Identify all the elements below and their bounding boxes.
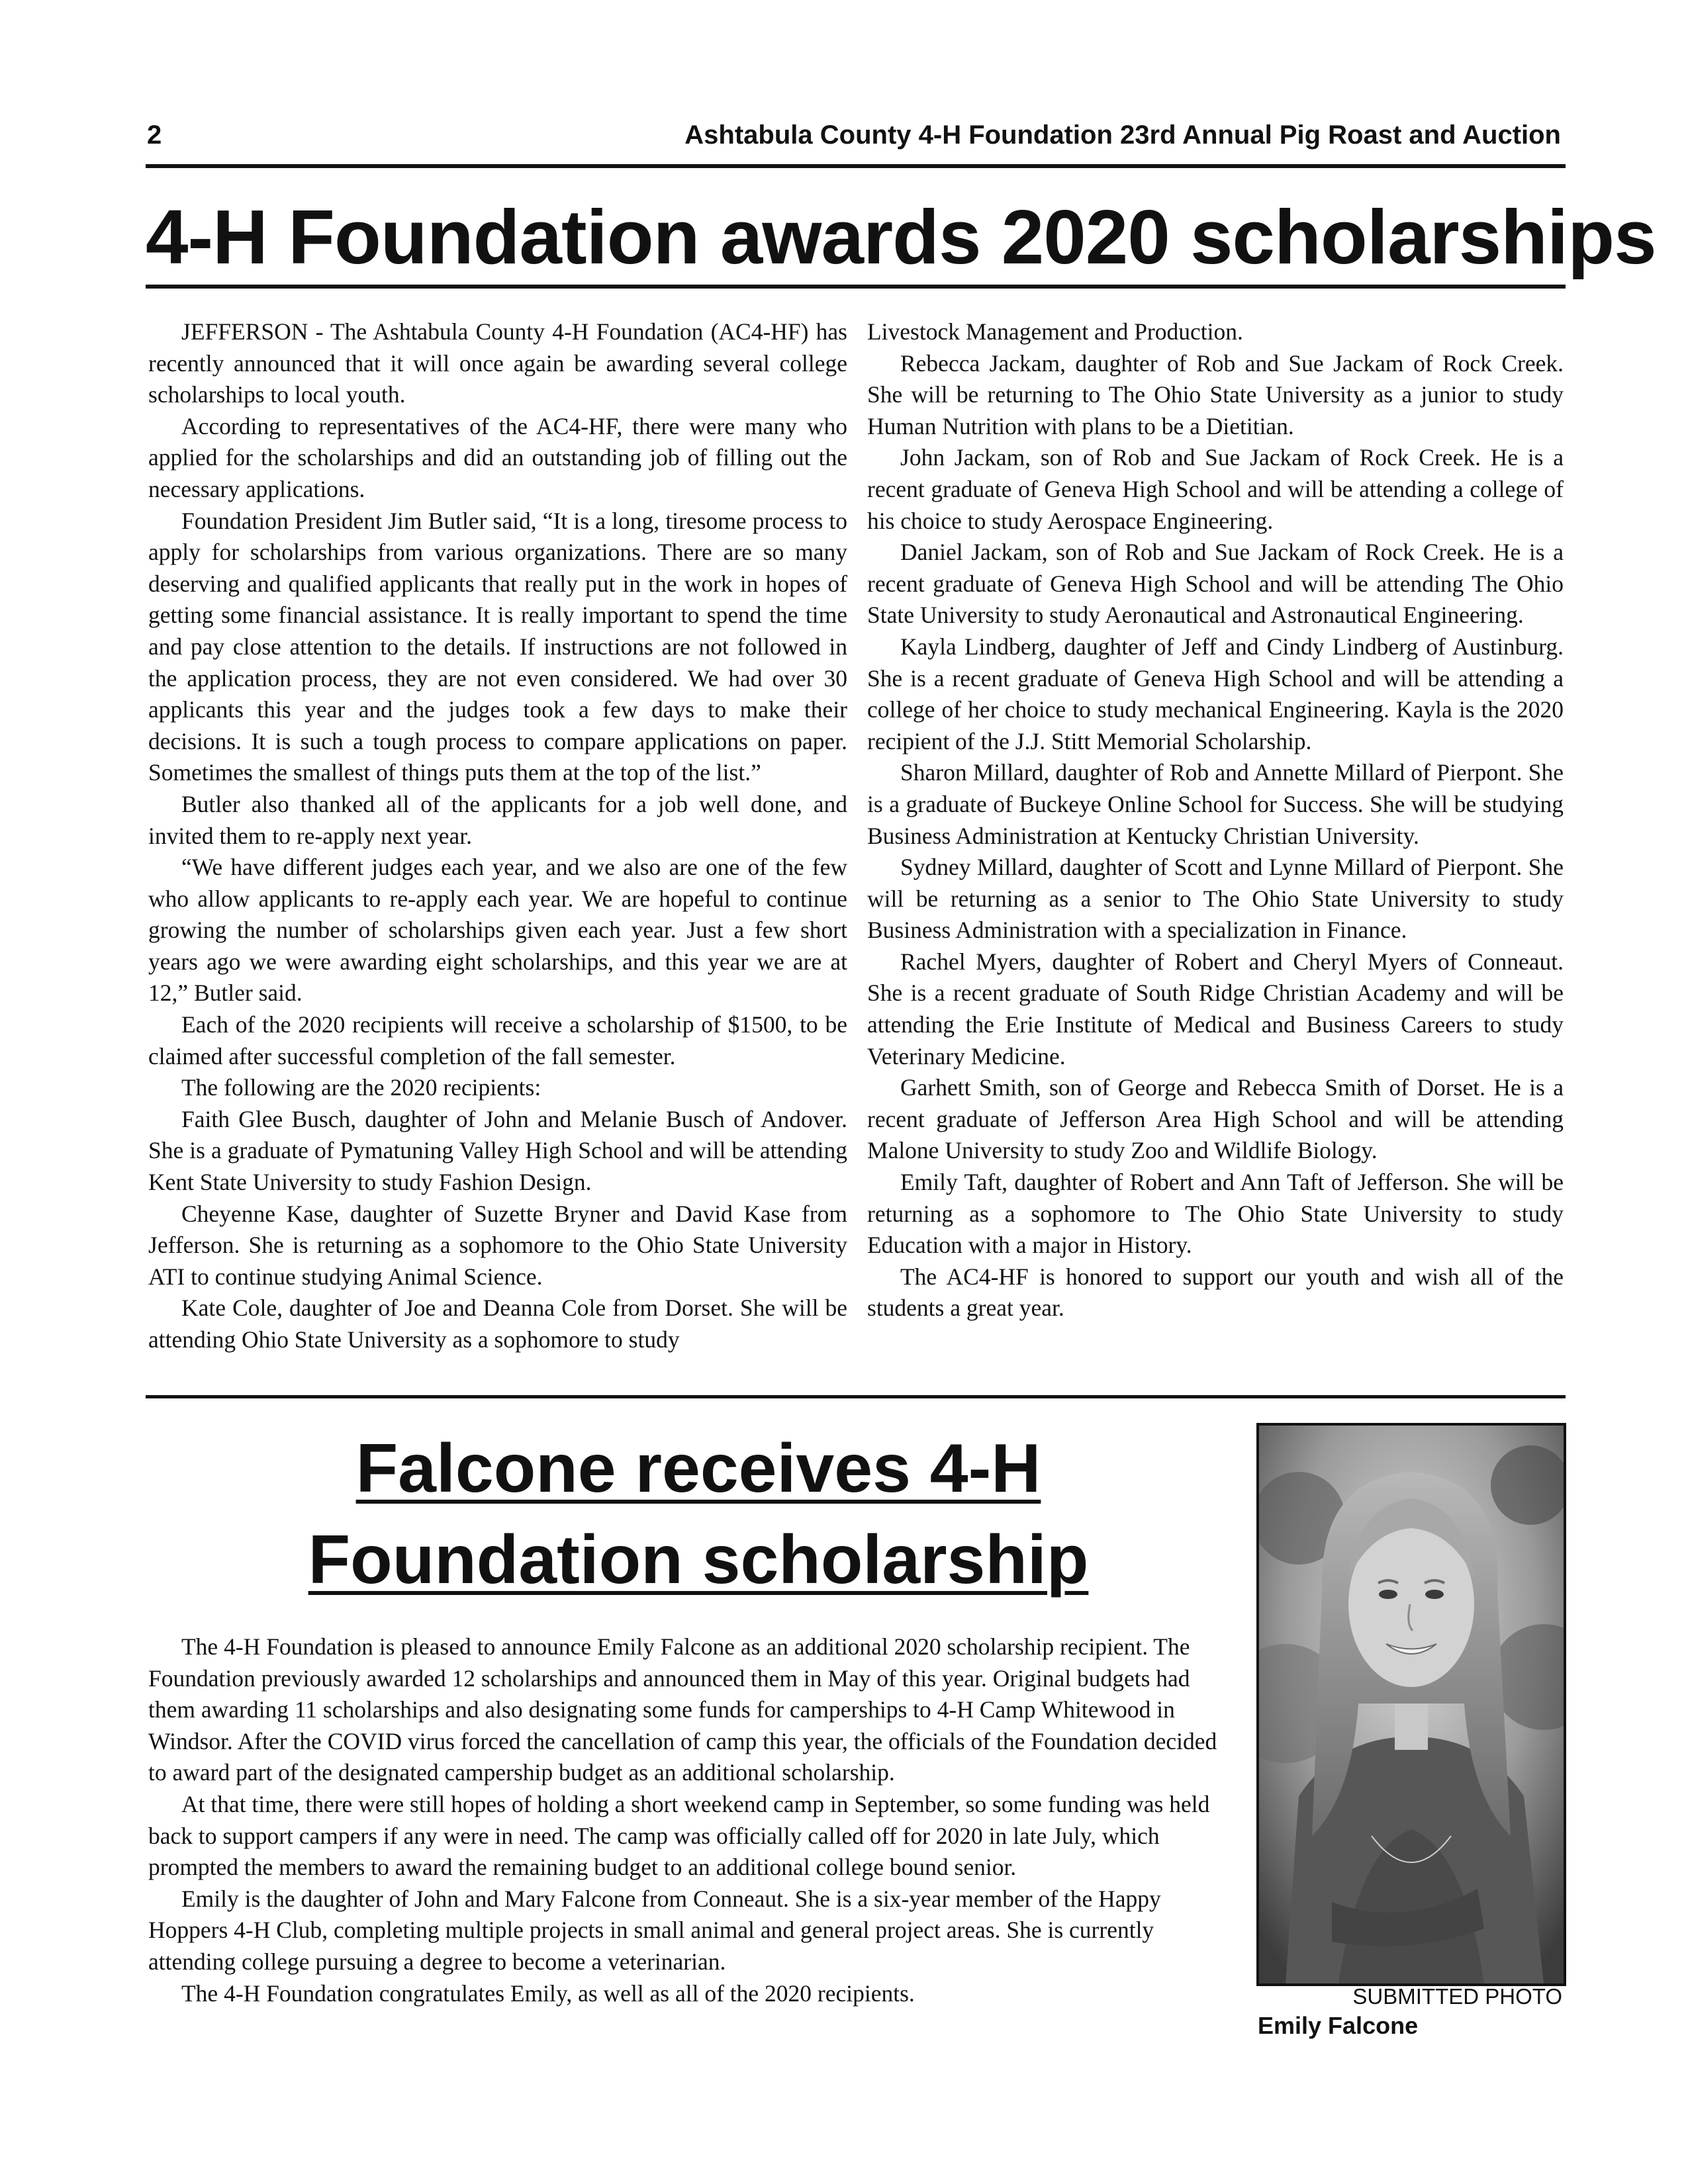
headline-rule xyxy=(146,285,1566,289)
article1-paragraph: “We have different judges each year, and we also are one of the few who allow applicants to re-apply each year. We are hopeful to continue growing the number of scholarships given each year. Just a few short years ago we were awarding eight scholarships, and this year we are at 12,” Butler said. xyxy=(148,854,847,1007)
article1-paragraph: Kayla Lindberg, daughter of Jeff and Cindy Lindberg of Austinburg. She is a recent graduate of Geneva High School and will be attending a college of her choice to study mechanical Engineering. Kayla is the 2020 recipient of the J.J. Stitt Memorial Scholarship. xyxy=(867,633,1564,754)
article1-right-column xyxy=(867,316,1564,1324)
article1-paragraph: The following are the 2020 recipients: xyxy=(181,1074,541,1101)
header-rule xyxy=(146,164,1566,168)
photo-credit: SUBMITTED PHOTO xyxy=(1352,1984,1562,2009)
page-number: 2 xyxy=(147,120,162,150)
article2-body xyxy=(148,1631,1234,2009)
photo-caption: Emily Falcone xyxy=(1258,2012,1419,2039)
article1-paragraph: Faith Glee Busch, daughter of John and Melanie Busch of Andover. She is a graduate of Pymatuning Valley High School and will be attending Kent State University to study Fashion Design. xyxy=(148,1105,847,1196)
article1-headline: 4-H Foundation awards 2020 scholarships xyxy=(146,194,1656,280)
article1-paragraph: Foundation President Jim Butler said, “It is a long, tiresome process to apply for scholarships from various organizations. There are so many deserving and qualified applicants that really put in the work in hopes of getting some financial assistance. It is really important to spend the time and pay close attention to the details. If instructions are not followed in the application process, they are not even considered. We had over 30 applicants this year and the judges took a few days to make their decisions. It is such a tough process to compare applications on paper. Sometimes the smallest of things puts them at the top of the list.” xyxy=(148,507,847,786)
running-title: Ashtabula County 4-H Foundation 23rd Annual Pig Roast and Auction xyxy=(684,120,1561,150)
section-divider xyxy=(146,1395,1566,1398)
article1-paragraph: JEFFERSON - The Ashtabula County 4-H Foundation (AC4-HF) has recently announced that it will once again be awarding several college scholarships to local youth. xyxy=(148,318,847,408)
page-header xyxy=(146,118,1569,164)
article1-paragraph: Kate Cole, daughter of Joe and Deanna Cole from Dorset. She will be attending Ohio State University as a sophomore to study xyxy=(148,1295,847,1353)
article1-paragraph: The AC4-HF is honored to support our youth and wish all of the students a great year. xyxy=(867,1263,1564,1322)
article1-continuation: Livestock Management and Production. xyxy=(867,318,1243,345)
article2-headline-line1: Falcone receives 4-H xyxy=(355,1430,1041,1507)
article1-paragraph: Rachel Myers, daughter of Robert and Cheryl Myers of Conneaut. She is a recent graduate of South Ridge Christian Academy and will be attending the Erie Institute of Medical and Business Careers to study Veterinary Medicine. xyxy=(867,948,1564,1069)
article2-paragraph: The 4-H Foundation congratulates Emily, as well as all of the 2020 recipients. xyxy=(181,1979,915,2007)
article1-paragraph: Sydney Millard, daughter of Scott and Lynne Millard of Pierpont. She will be returning as a senior to The Ohio State University to study Business Administration with a specialization in Finance. xyxy=(867,854,1564,944)
article1-left-column xyxy=(148,316,847,1356)
article1-paragraph: Garhett Smith, son of George and Rebecca Smith of Dorset. He is a recent graduate of Jefferson Area High School and will be attending Malone University to study Zoo and Wildlife Biology. xyxy=(867,1074,1564,1164)
article2-paragraph: At that time, there were still hopes of holding a short weekend camp in September, so some funding was held back to support campers if any were in need. The camp was officially called off for 2020 in late July, which prompted the members to award the remaining budget to an additional college bound senior. xyxy=(148,1790,1210,1881)
portrait-illustration xyxy=(1259,1426,1564,1983)
article1-paragraph: John Jackam, son of Rob and Sue Jackam of Rock Creek. He is a recent graduate of Geneva High School and will be attending a college of his choice to study Aerospace Engineering. xyxy=(867,444,1564,534)
article1-paragraph: Emily Taft, daughter of Robert and Ann Taft of Jefferson. She will be returning as a sophomore to The Ohio State University to study Education with a major in History. xyxy=(867,1169,1564,1259)
article2-paragraph: Emily is the daughter of John and Mary Falcone from Conneaut. She is a six-year member of the Happy Hoppers 4-H Club, completing multiple projects in small animal and general project areas. She is currently attending college pursuing a degree to become a veterinarian. xyxy=(148,1885,1161,1975)
article1-paragraph: According to representatives of the AC4-HF, there were many who applied for the scholarships and did an outstanding job of filling out the necessary applications. xyxy=(148,412,847,502)
portrait-photo xyxy=(1256,1423,1566,1986)
article2-paragraph: The 4-H Foundation is pleased to announce Emily Falcone as an additional 2020 scholarship recipient. The Foundation previously awarded 12 scholarships and announced them in May of this year. Original budgets had them awarding 11 scholarships and also designating some funds for camperships to 4-H Camp Whitewood in Windsor. After the COVID virus forced the cancellation of camp this year, the officials of the Foundation decided to award part of the designated campership budget as an additional scholarship. xyxy=(148,1633,1217,1786)
article1-paragraph: Each of the 2020 recipients will receive a scholarship of $1500, to be claimed after successful completion of the fall semester. xyxy=(148,1011,847,1069)
article1-paragraph: Cheyenne Kase, daughter of Suzette Bryner and David Kase from Jefferson. She is returning as a sophomore to the Ohio State University ATI to continue studying Animal Science. xyxy=(148,1200,847,1290)
article1-paragraph: Sharon Millard, daughter of Rob and Annette Millard of Pierpont. She is a graduate of Buckeye Online School for Success. She will be studying Business Administration at Kentucky Christian University. xyxy=(867,759,1564,849)
article1-paragraph: Rebecca Jackam, daughter of Rob and Sue Jackam of Rock Creek. She will be returning to The Ohio State University as a junior to study Human Nutrition with plans to be a Dietitian. xyxy=(867,349,1564,439)
article2-headline-line2: Foundation scholarship xyxy=(308,1522,1089,1598)
article1-paragraph: Butler also thanked all of the applicants for a job well done, and invited them to re-apply next year. xyxy=(148,790,847,849)
article2-headline xyxy=(146,1423,1251,1606)
article1-paragraph: Daniel Jackam, son of Rob and Sue Jackam of Rock Creek. He is a recent graduate of Geneva High School and will be attending The Ohio State University to study Aeronautical and Astronautical Engineering. xyxy=(867,539,1564,629)
